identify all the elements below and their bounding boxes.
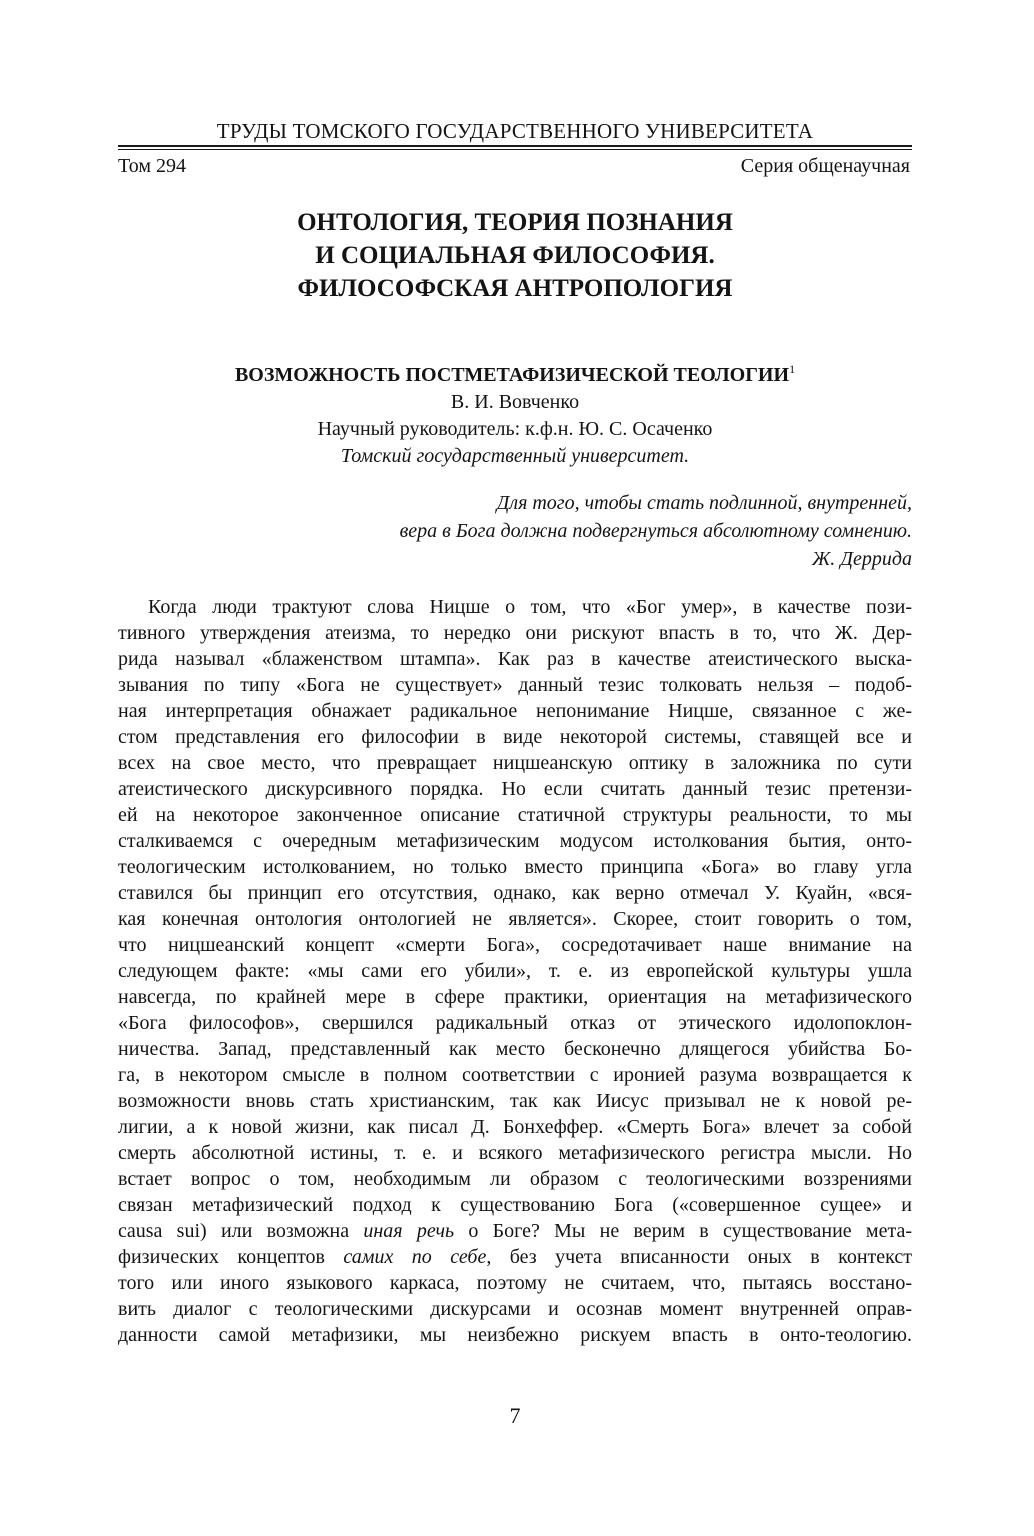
body-line: навсегда, по крайней мере в сфере практики, ориентация на метафизического [118, 986, 912, 1008]
body-line: ничества. Запад, представленный как место бесконечно длящегося убийства Бо- [118, 1038, 912, 1060]
epigraph-line: вера в Бога должна подвергнуться абсолютному сомнению. [399, 520, 912, 542]
section-heading-line: И СОЦИАЛЬНАЯ ФИЛОСОФИЯ. [315, 242, 715, 269]
journal-title: ТРУДЫ ТОМСКОГО ГОСУДАРСТВЕННОГО УНИВЕРСИТЕТА [216, 119, 814, 143]
body-line: атеистического дискурсивного порядка. Но если считать данный тезис претензи- [118, 778, 912, 800]
section-heading [118, 206, 912, 305]
epigraph [118, 489, 912, 573]
body-line: зывания по типу «Бога не существует» данный тезис толковать нельзя – подоб- [118, 674, 912, 696]
body-line: встает вопрос о том, необходимым ли образом с теологическими воззрениями [118, 1168, 912, 1190]
body-line: что ницшеанский концепт «смерти Бога», сосредотачивает наше внимание на [118, 934, 912, 956]
article-affiliation: Томский государственный университет. [340, 445, 690, 467]
body-line: того или иного языкового каркаса, поэтому не считаем, что, пытаясь восстано- [118, 1272, 912, 1294]
body-line: ная интерпретация обнажает радикальное непонимание Ницше, связанное с же- [118, 700, 912, 722]
header-rule-thin [118, 149, 912, 150]
body-line: сталкиваемся с очередным метафизическим модусом истолкования бытия, онто- [118, 830, 912, 852]
footnote-mark[interactable]: 1 [789, 362, 796, 376]
body-line [118, 1244, 912, 1270]
body-line: рида называл «блаженством штампа». Как раз в качестве атеистического выска- [118, 648, 912, 670]
body-line: ей на некоторое законченное описание статичной структуры реальности, то мы [118, 804, 912, 826]
body-line: стом представления его философии в виде некоторой системы, ставящей все и [118, 726, 912, 748]
body-line: данности самой метафизики, мы неизбежно рискуем впасть в онто-теологию. [118, 1324, 912, 1346]
epigraph-author: Ж. Деррида [811, 548, 912, 570]
section-heading-line: ФИЛОСОФСКАЯ АНТРОПОЛОГИЯ [297, 275, 733, 302]
body-line: вить диалог с теологическими дискурсами и осознав момент внутренней оправ- [118, 1298, 912, 1320]
body-emphasis: иная речь [363, 1220, 455, 1242]
page-number: 7 [509, 1403, 521, 1428]
section-heading-line: ОНТОЛОГИЯ, ТЕОРИЯ ПОЗНАНИЯ [297, 209, 733, 236]
epigraph-line: Для того, чтобы стать подлинной, внутренней, [496, 492, 912, 514]
body-line: возможности вновь стать христианским, так как Иисус призывал не к новой ре- [118, 1090, 912, 1112]
article-title-text: ВОЗМОЖНОСТЬ ПОСТМЕТАФИЗИЧЕСКОЙ ТЕОЛОГИИ [234, 364, 790, 386]
body-line: теологическим истолкованием, но только вместо принципа «Бога» во главу угла [118, 856, 912, 878]
body-text [118, 594, 912, 1348]
header-rule-thick [118, 145, 912, 147]
volume-number: Том 294 [118, 155, 186, 177]
body-text-run: , без учета вписанности оных в контекст [486, 1246, 913, 1268]
body-line: га, в некотором смысле в полном соответствии с иронией разума возвращается к [118, 1064, 912, 1086]
body-line: тивного утверждения атеизма, то нередко они рискуют впасть в то, что Ж. Дер- [118, 622, 912, 644]
body-line: лигии, а к новой жизни, как писал Д. Бонхеффер. «Смерть Бога» влечет за собой [118, 1116, 912, 1138]
journal-page [118, 0, 912, 1536]
article-header [118, 356, 912, 470]
body-line: следующем факте: «мы сами его убили», т. е. из европейской культуры ушла [118, 960, 912, 982]
body-emphasis: самих по себе [343, 1246, 487, 1268]
body-text-run: о Боге? Мы не верим в существование мета- [454, 1220, 912, 1242]
body-line [118, 1218, 912, 1244]
body-text-run: физических концептов [118, 1246, 344, 1268]
article-title [118, 356, 912, 389]
body-line: ставился бы принцип его отсутствия, однако, как верно отмечал У. Куайн, «вся- [118, 882, 912, 904]
article-author: В. И. Вовченко [450, 391, 580, 413]
body-line: связан метафизический подход к существованию Бога («совершенное сущее» и [118, 1194, 912, 1216]
body-line: Когда люди трактуют слова Ницше о том, что «Бог умер», в качестве пози- [148, 596, 912, 618]
body-line: всех на свое место, что превращает ницшеанскую оптику в заложника по сути [118, 752, 912, 774]
body-text-run: causa sui) или возможна [118, 1220, 364, 1242]
body-line: кая конечная онтология онтологией не является». Скорее, стоит говорить о том, [118, 908, 912, 930]
body-line: смерть абсолютной истины, т. е. и всякого метафизического регистра мысли. Но [118, 1142, 912, 1164]
series-name: Серия общенаучная [740, 155, 910, 177]
article-supervisor: Научный руководитель: к.ф.н. Ю. С. Осаченко [317, 418, 713, 440]
body-line: «Бога философов», свершился радикальный отказ от этического идолопоклон- [118, 1012, 912, 1034]
